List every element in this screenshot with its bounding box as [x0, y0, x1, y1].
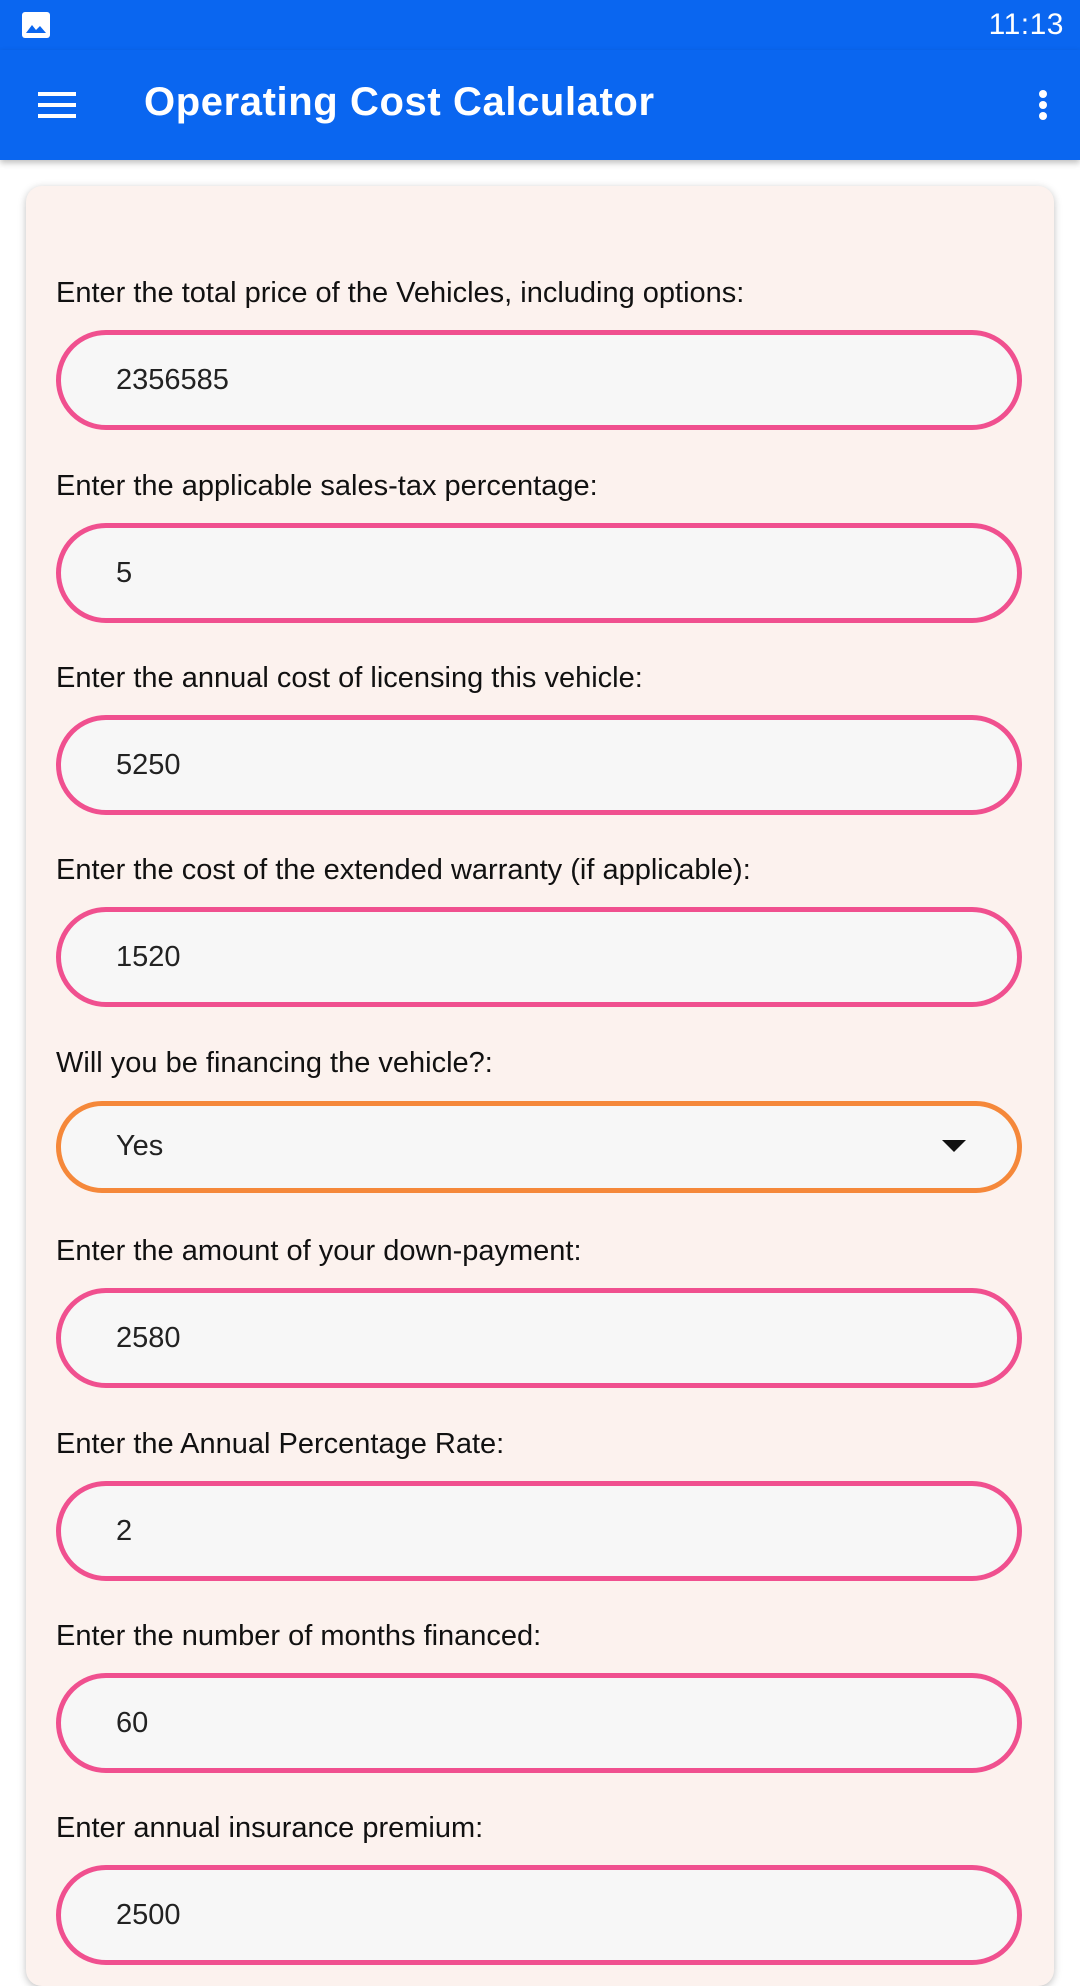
licensing-cost-field[interactable]	[56, 715, 1022, 815]
financing-label: Will you be financing the vehicle?:	[56, 1047, 493, 1079]
months-financed-label: Enter the number of months financed:	[56, 1620, 542, 1652]
app-bar	[0, 50, 1080, 160]
hamburger-menu-icon[interactable]	[30, 78, 84, 132]
dropdown-arrow-icon	[941, 1138, 967, 1154]
licensing-cost-label: Enter the annual cost of licensing this vehicle:	[56, 662, 643, 694]
sales-tax-field[interactable]	[56, 523, 1022, 623]
down-payment-label: Enter the amount of your down-payment:	[56, 1235, 582, 1267]
apr-field[interactable]	[56, 1481, 1022, 1581]
more-vert-icon[interactable]	[1026, 78, 1060, 132]
months-financed-field[interactable]	[56, 1673, 1022, 1773]
status-bar	[0, 0, 1080, 50]
sales-tax-label: Enter the applicable sales-tax percentage:	[56, 470, 598, 502]
apr-label: Enter the Annual Percentage Rate:	[56, 1428, 505, 1460]
down-payment-input[interactable]	[116, 1293, 976, 1383]
sales-tax-input[interactable]	[116, 528, 976, 618]
calculator-form-card	[26, 186, 1054, 1986]
vehicle-price-label: Enter the total price of the Vehicles, including options:	[56, 277, 745, 309]
page-title: Operating Cost Calculator	[144, 80, 655, 124]
down-payment-field[interactable]	[56, 1288, 1022, 1388]
insurance-premium-input[interactable]	[116, 1870, 976, 1960]
image-icon	[22, 12, 50, 38]
vehicle-price-field[interactable]	[56, 330, 1022, 430]
months-financed-input[interactable]	[116, 1678, 976, 1768]
warranty-cost-label: Enter the cost of the extended warranty (if applicable):	[56, 854, 751, 886]
financing-selected-value: Yes	[116, 1130, 164, 1162]
insurance-premium-label: Enter annual insurance premium:	[56, 1812, 484, 1844]
apr-input[interactable]	[116, 1486, 976, 1576]
financing-select[interactable]	[56, 1101, 1022, 1193]
vehicle-price-input[interactable]	[116, 335, 976, 425]
warranty-cost-input[interactable]	[116, 912, 976, 1002]
warranty-cost-field[interactable]	[56, 907, 1022, 1007]
status-time: 11:13	[988, 8, 1064, 41]
licensing-cost-input[interactable]	[116, 720, 976, 810]
insurance-premium-field[interactable]	[56, 1865, 1022, 1965]
